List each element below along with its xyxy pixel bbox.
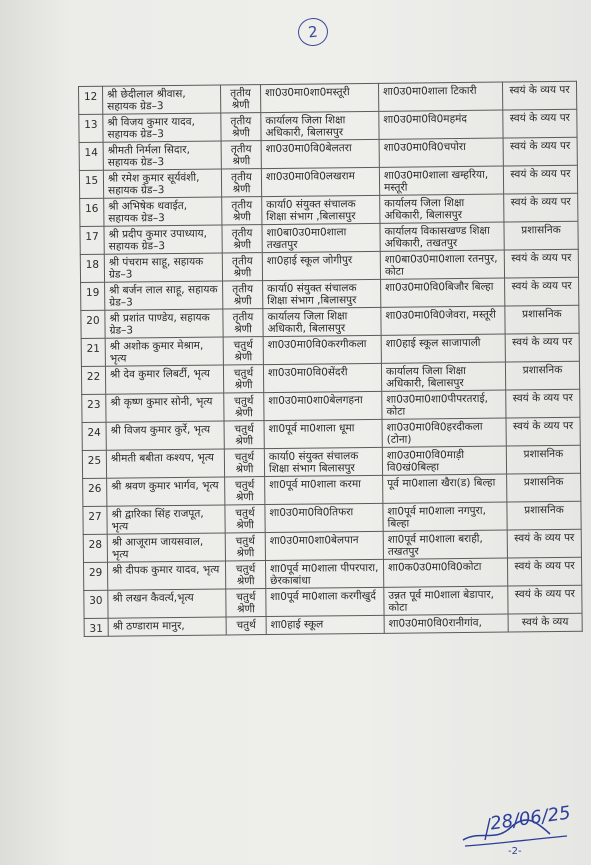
new-posting: पूर्व मा0शाला खैरा(ड) बिल्हा bbox=[383, 474, 507, 503]
row-number: 26 bbox=[83, 478, 107, 506]
employee-category: चतुर्थ श्रेणी bbox=[225, 561, 265, 589]
new-posting: शा0उ0मा0वि0महमंद bbox=[379, 110, 503, 139]
employee-name: श्री कृष्ण कुमार सोनी, भृत्य bbox=[106, 393, 224, 422]
current-posting: शा0पूर्व मा0शाला धूमा bbox=[264, 419, 382, 448]
employee-name: श्री विजय कुमार यादव, सहायक ग्रेड–3 bbox=[103, 113, 221, 142]
row-number: 28 bbox=[83, 534, 107, 562]
employee-category: तृतीय श्रेणी bbox=[220, 85, 260, 113]
employee-category: चतुर्थ श्रेणी bbox=[226, 589, 266, 617]
employee-category: तृतीय श्रेणी bbox=[223, 309, 263, 337]
new-posting: शा0पूर्व मा0शाला बराही, तखतपुर bbox=[383, 530, 507, 559]
row-number: 13 bbox=[79, 114, 103, 142]
transfer-type: स्वयं के व्यय पर bbox=[507, 557, 581, 586]
current-posting: शा0उ0मा0वि0बेलतरा bbox=[261, 139, 379, 168]
transfer-table-body bbox=[79, 81, 583, 636]
employee-name: श्री बर्जन लाल साहू, सहायक ग्रेड–3 bbox=[105, 281, 223, 310]
new-posting: शा0उ0मा0वि0जेवरा, मस्तूरी bbox=[381, 306, 505, 335]
row-number: 25 bbox=[82, 450, 106, 478]
transfer-type: स्वयं के व्यय पर bbox=[503, 109, 577, 138]
current-posting: कार्या0 संयुक्त संचालक शिक्षा संभाग बिलासपुर bbox=[264, 447, 382, 476]
row-number: 18 bbox=[80, 254, 104, 282]
new-posting: शा0उ0मा0वि0हरदीकला (टोना) bbox=[382, 418, 506, 447]
transfer-type: स्वयं के व्यय पर bbox=[504, 249, 578, 278]
row-number: 12 bbox=[79, 86, 103, 114]
new-posting: कार्यालय जिला शिक्षा अधिकारी, बिलासपुर bbox=[380, 194, 504, 223]
employee-category: तृतीय श्रेणी bbox=[221, 113, 261, 141]
employee-category: तृतीय श्रेणी bbox=[221, 169, 261, 197]
employee-name: श्री रमेश कुमार सूर्यवंशी, सहायक ग्रेड–3 bbox=[103, 169, 221, 198]
transfer-type: स्वयं के व्यय पर bbox=[504, 193, 578, 222]
employee-category: तृतीय श्रेणी bbox=[221, 141, 261, 169]
transfer-type: प्रशासनिक bbox=[507, 473, 581, 502]
employee-category: चतुर्थ श्रेणी bbox=[224, 421, 264, 449]
employee-category: तृतीय श्रेणी bbox=[222, 253, 262, 281]
signature-date: 28/06/25 bbox=[488, 802, 572, 835]
transfer-table-wrapper bbox=[78, 81, 582, 637]
employee-name: श्री छेदीलाल श्रीवास, सहायक ग्रेड–3 bbox=[103, 85, 221, 114]
current-posting: कार्यालय जिला शिक्षा अधिकारी, बिलासपुर bbox=[263, 307, 381, 336]
employee-name: श्री प्रशांत पाण्डेय, सहायक ग्रेड–3 bbox=[105, 309, 223, 338]
current-posting: शा0उ0मा0वि0लखराम bbox=[261, 167, 379, 196]
new-posting: शा0उ0मा0शा0पीपरतराई, कोटा bbox=[382, 390, 506, 419]
signature-mark: -2- bbox=[508, 846, 522, 857]
employee-category: चतुर्थ श्रेणी bbox=[223, 337, 263, 365]
current-posting: शा0उ0मा0शा0बेलपान bbox=[265, 531, 383, 560]
transfer-type: प्रशासनिक bbox=[505, 305, 579, 334]
employee-name: श्री ठण्डाराम मानुर, bbox=[108, 617, 226, 636]
new-posting: शा0उ0मा0वि0बिजौर बिल्हा bbox=[381, 278, 505, 307]
current-posting: शा0पूर्व मा0शाला पीपरपारा, छेरकाबांधा bbox=[265, 559, 383, 588]
employee-category: चतुर्थ श्रेणी bbox=[225, 533, 265, 561]
row-number: 21 bbox=[81, 338, 105, 366]
employee-name: श्री अभिषेक थवाईत, सहायक ग्रेड–3 bbox=[104, 197, 222, 226]
current-posting: कार्या0 संयुक्त संचालक शिक्षा संभाग ,बिलासपुर bbox=[263, 279, 381, 308]
row-number: 17 bbox=[80, 226, 104, 254]
employee-name: श्री लखन कैवर्त्य,भृत्य bbox=[108, 589, 226, 618]
row-number: 22 bbox=[81, 366, 105, 394]
new-posting: शा0बा0उ0मा0शाला रतनपुर, कोटा bbox=[380, 250, 504, 279]
current-posting: कार्या0 संयुक्त संचालक शिक्षा संभाग ,बिलासपुर bbox=[262, 195, 380, 224]
employee-name: श्री द्वारिका सिंह राजपूत, भृत्य bbox=[107, 505, 225, 534]
new-posting: शा0उ0मा0वि0माड़ी वि0खं0बिल्हा bbox=[382, 446, 506, 475]
new-posting: उन्नत पूर्व मा0शाला बेडापार, कोटा bbox=[384, 586, 508, 615]
transfer-type: स्वयं के व्यय पर bbox=[506, 417, 580, 446]
row-number: 23 bbox=[82, 394, 106, 422]
employee-name: श्रीमती निर्मला सिदार, सहायक ग्रेड–3 bbox=[103, 141, 221, 170]
employee-name: श्री पंचराम साहू, सहायक ग्रेड–3 bbox=[104, 253, 222, 282]
transfer-type: स्वयं के व्यय पर bbox=[505, 333, 579, 362]
transfer-type: प्रशासनिक bbox=[507, 501, 581, 530]
current-posting: शा0उ0मा0वि0करगीकला bbox=[263, 335, 381, 364]
new-posting: कार्यालय जिला शिक्षा अधिकारी, बिलासपुर bbox=[381, 362, 505, 391]
row-number: 31 bbox=[84, 618, 108, 636]
current-posting: शा0हाई स्कूल जोगीपुर bbox=[262, 251, 380, 280]
new-posting: शा0उ0मा0शाला टिकारी bbox=[378, 82, 502, 111]
row-number: 16 bbox=[80, 198, 104, 226]
transfer-type: प्रशासनिक bbox=[505, 361, 579, 390]
row-number: 14 bbox=[79, 142, 103, 170]
row-number: 27 bbox=[83, 506, 107, 534]
transfer-type: स्वयं के व्यय पर bbox=[502, 81, 576, 110]
employee-category: तृतीय श्रेणी bbox=[222, 197, 262, 225]
new-posting: कार्यालय विकासखण्ड शिक्षा अधिकारी, तखतपुर bbox=[380, 222, 504, 251]
employee-category: चतुर्थ श्रेणी bbox=[224, 449, 264, 477]
transfer-table bbox=[78, 81, 583, 637]
employee-category: चतुर्थ bbox=[226, 617, 266, 635]
transfer-type: स्वयं के व्यय पर bbox=[505, 277, 579, 306]
transfer-type: स्वयं के व्यय पर bbox=[503, 137, 577, 166]
employee-name: श्री अशोक कुमार मेश्राम, भृत्य bbox=[105, 337, 223, 366]
employee-name: श्रीमती बबीता कश्यप, भृत्य bbox=[106, 449, 224, 478]
row-number: 19 bbox=[81, 282, 105, 310]
transfer-type: प्रशासनिक bbox=[506, 445, 580, 474]
current-posting: शा0पूर्व मा0शाला करमा bbox=[265, 475, 383, 504]
current-posting: शा0उ0मा0वि0सेंदरी bbox=[263, 363, 381, 392]
new-posting: शा0हाई स्कूल साजापाली bbox=[381, 334, 505, 363]
employee-category: तृतीय श्रेणी bbox=[222, 225, 262, 253]
employee-category: तृतीय श्रेणी bbox=[223, 281, 263, 309]
current-posting: शा0उ0मा0शा0मस्तूरी bbox=[260, 83, 378, 112]
row-number: 29 bbox=[83, 562, 107, 590]
new-posting: शा0पूर्व मा0शाला नगपुरा, बिल्हा bbox=[383, 502, 507, 531]
current-posting: शा0बा0उ0मा0शाला तखतपुर bbox=[262, 223, 380, 252]
employee-name: श्री श्रवण कुमार भार्गव, भृत्य bbox=[107, 477, 225, 506]
employee-category: चतुर्थ श्रेणी bbox=[225, 505, 265, 533]
current-posting: शा0उ0मा0वि0तिफरा bbox=[265, 503, 383, 532]
row-number: 24 bbox=[82, 422, 106, 450]
current-posting: शा0उ0मा0शा0बेलगहना bbox=[264, 391, 382, 420]
transfer-type: स्वयं के व्यय पर bbox=[508, 585, 582, 614]
table-row bbox=[84, 613, 582, 636]
employee-name: श्री विजय कुमार कुर्रे, भृत्य bbox=[106, 421, 224, 450]
page-number: 2 bbox=[297, 17, 330, 48]
employee-name: श्री देव कुमार लिबर्टी, भृत्य bbox=[105, 365, 223, 394]
new-posting: शा0उ0मा0वि0रानीगांव, bbox=[384, 614, 508, 633]
new-posting: शा0उ0मा0शाला खम्हरिया, मस्तूरी bbox=[379, 166, 503, 195]
employee-category: चतुर्थ श्रेणी bbox=[223, 365, 263, 393]
employee-category: चतुर्थ श्रेणी bbox=[224, 393, 264, 421]
transfer-type: स्वयं के व्यय पर bbox=[507, 529, 581, 558]
transfer-type: स्वयं के व्यय पर bbox=[506, 389, 580, 418]
employee-name: श्री दीपक कुमार यादव, भृत्य bbox=[107, 561, 225, 590]
transfer-type: प्रशासनिक bbox=[504, 221, 578, 250]
current-posting: कार्यालय जिला शिक्षा अधिकारी, बिलासपुर bbox=[261, 111, 379, 140]
transfer-type: स्वयं के व्यय bbox=[508, 613, 582, 632]
row-number: 15 bbox=[79, 170, 103, 198]
new-posting: शा0उ0मा0वि0चपोरा bbox=[379, 138, 503, 167]
employee-category: चतुर्थ श्रेणी bbox=[225, 477, 265, 505]
employee-name: श्री आजूराम जायसवाल, भृत्य bbox=[107, 533, 225, 562]
current-posting: शा0हाई स्कूल bbox=[266, 615, 384, 634]
current-posting: शा0पूर्व मा0शाला करगीखुर्द bbox=[266, 587, 384, 616]
new-posting: शा0क0उ0मा0वि0कोटा bbox=[383, 558, 507, 587]
row-number: 20 bbox=[81, 310, 105, 338]
transfer-type: स्वयं के व्यय पर bbox=[503, 165, 577, 194]
row-number: 30 bbox=[84, 590, 108, 618]
employee-name: श्री प्रदीप कुमार उपाध्याय, सहायक ग्रेड–3 bbox=[104, 225, 222, 254]
